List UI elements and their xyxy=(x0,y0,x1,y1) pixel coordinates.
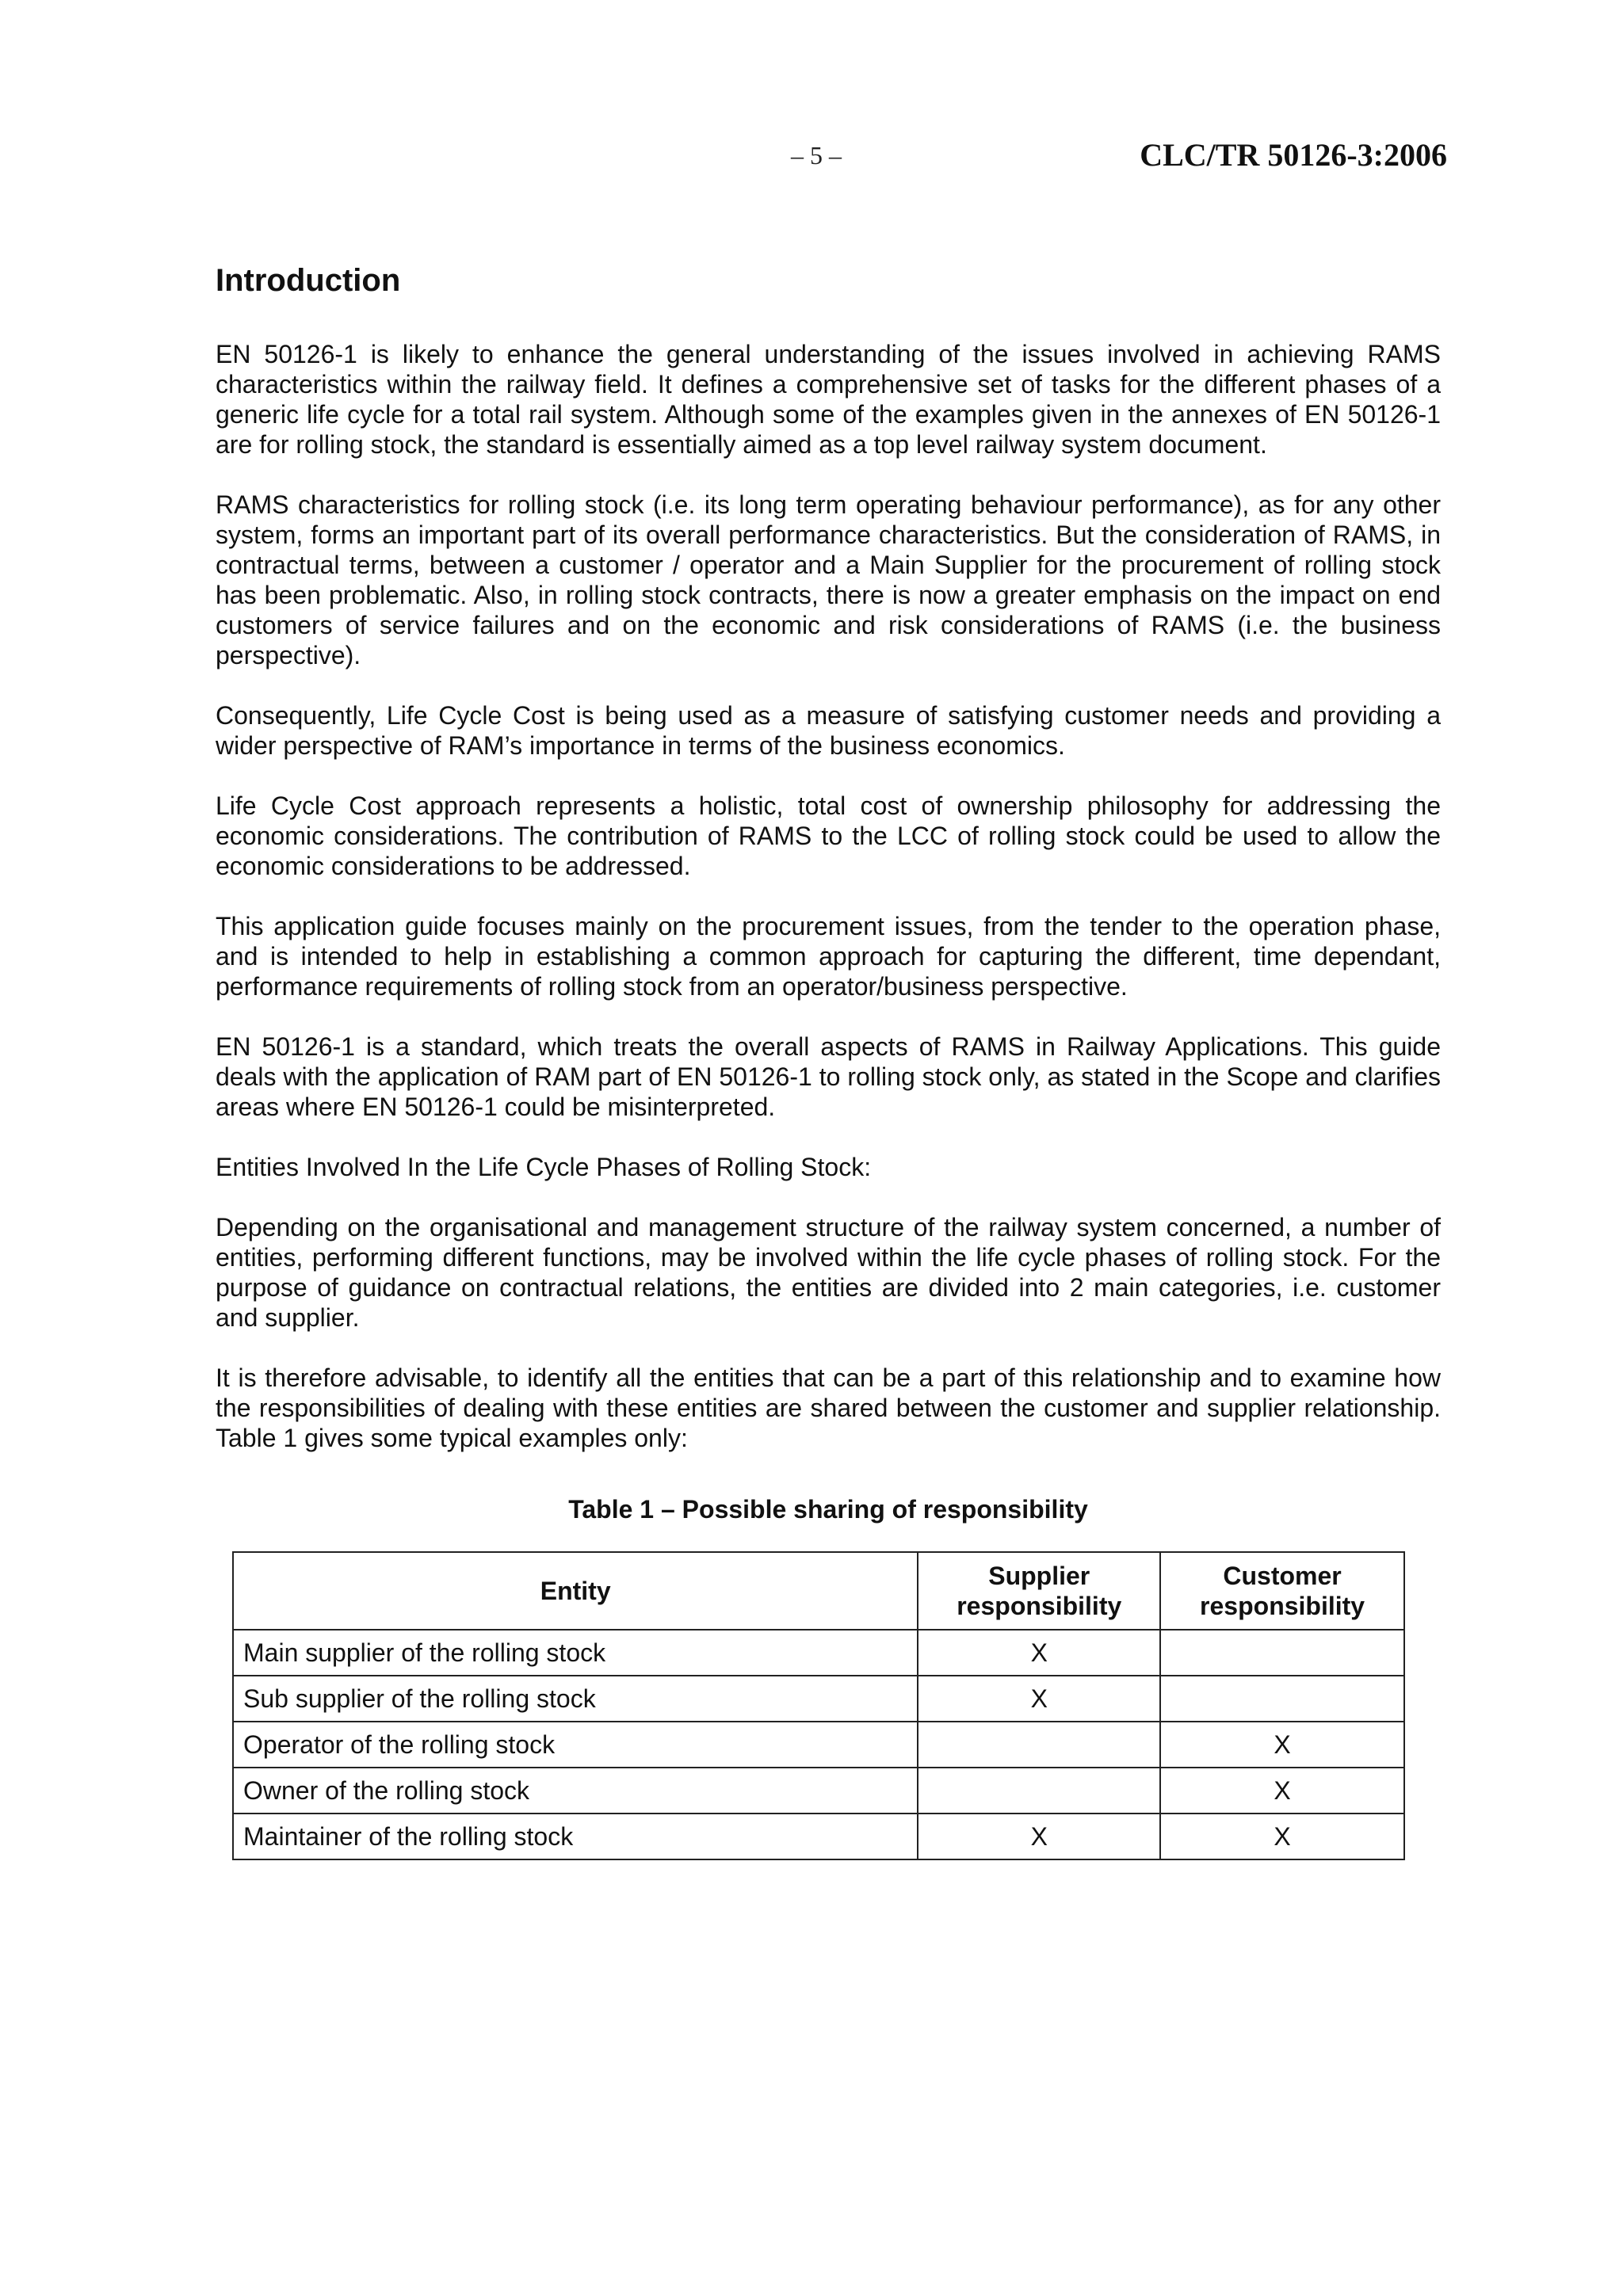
cell-entity: Maintainer of the rolling stock xyxy=(233,1814,918,1859)
paragraph-2: RAMS characteristics for rolling stock (i.e. its long term operating behaviour performance), as for any other system, forms an important part of its overall performance characteristics. But the consideration of RAMS, in contractual terms, between a customer / operator and a Main Supplier for the procurement of rolling stock has been problematic. Also, in rolling stock contracts, there is now a greater emphasis on the impact on end customers of service failures and on the economic and risk considerations of RAMS (i.e. the business perspective). xyxy=(216,490,1441,669)
paragraph-1: EN 50126-1 is likely to enhance the general understanding of the issues involved in achieving RAMS characteristics within the railway field. It defines a comprehensive set of tasks for the different phases of a generic life cycle for a total rail system. Although some of the examples given in the annexes of EN 50126-1 are for rolling stock, the standard is essentially aimed as a top level railway system document. xyxy=(216,340,1441,459)
cell-customer: X xyxy=(1160,1722,1404,1768)
cell-entity: Sub supplier of the rolling stock xyxy=(233,1676,918,1722)
cell-supplier: X xyxy=(918,1814,1160,1859)
paragraph-9: It is therefore advisable, to identify all the entities that can be a part of this relationship and to examine how the responsibilities of dealing with these entities are shared between the customer and supplier relationship. Table 1 gives some typical examples only: xyxy=(216,1363,1441,1452)
paragraph-6: EN 50126-1 is a standard, which treats the overall aspects of RAMS in Railway Applications. This guide deals with the application of RAM part of EN 50126-1 to rolling stock only, as stated in the Scope and clarifies areas where EN 50126-1 could be misinterpreted. xyxy=(216,1032,1441,1121)
cell-customer: X xyxy=(1160,1814,1404,1859)
cell-entity: Main supplier of the rolling stock xyxy=(233,1630,918,1676)
table-row xyxy=(233,1768,1404,1814)
section-title: Introduction xyxy=(216,263,401,298)
cell-supplier xyxy=(918,1722,1160,1768)
paragraph-4: Life Cycle Cost approach represents a holistic, total cost of ownership philosophy for addressing the economic considerations. The contribution of RAMS to the LCC of rolling stock could be used to allow the economic considerations to be addressed. xyxy=(216,791,1441,880)
cell-entity: Owner of the rolling stock xyxy=(233,1768,918,1814)
page-number: – 5 – xyxy=(791,141,842,170)
document-id: CLC/TR 50126-3:2006 xyxy=(1140,137,1447,173)
header-customer: Customer responsibility xyxy=(1160,1552,1404,1630)
cell-supplier: X xyxy=(918,1676,1160,1722)
main-content xyxy=(216,261,1441,1860)
table-row xyxy=(233,1814,1404,1859)
table-row xyxy=(233,1722,1404,1768)
cell-customer: X xyxy=(1160,1768,1404,1814)
cell-supplier xyxy=(918,1768,1160,1814)
cell-entity: Operator of the rolling stock xyxy=(233,1722,918,1768)
paragraph-8: Depending on the organisational and management structure of the railway system concerned, a number of entities, performing different functions, may be involved within the life cycle phases of rolling stock. For the purpose of guidance on contractual relations, the entities are divided into 2 main categories, i.e. customer and supplier. xyxy=(216,1213,1441,1332)
header-supplier: Supplier responsibility xyxy=(918,1552,1160,1630)
table-row xyxy=(233,1676,1404,1722)
cell-customer xyxy=(1160,1630,1404,1676)
paragraph-3: Consequently, Life Cycle Cost is being used as a measure of satisfying customer needs and providing a wider perspective of RAM’s importance in terms of the business economics. xyxy=(216,701,1441,760)
cell-customer xyxy=(1160,1676,1404,1722)
table-title: Table 1 – Possible sharing of responsibility xyxy=(568,1495,1088,1524)
table-header-row xyxy=(233,1552,1404,1630)
cell-supplier: X xyxy=(918,1630,1160,1676)
paragraph-7: Entities Involved In the Life Cycle Phases of Rolling Stock: xyxy=(216,1153,872,1181)
paragraph-5: This application guide focuses mainly on the procurement issues, from the tender to the operation phase, and is intended to help in establishing a common approach for capturing the different, time dependant, performance requirements of rolling stock from an operator/business perspective. xyxy=(216,912,1441,1001)
header-entity: Entity xyxy=(233,1552,918,1630)
responsibility-table xyxy=(232,1551,1405,1860)
table-row xyxy=(233,1630,1404,1676)
